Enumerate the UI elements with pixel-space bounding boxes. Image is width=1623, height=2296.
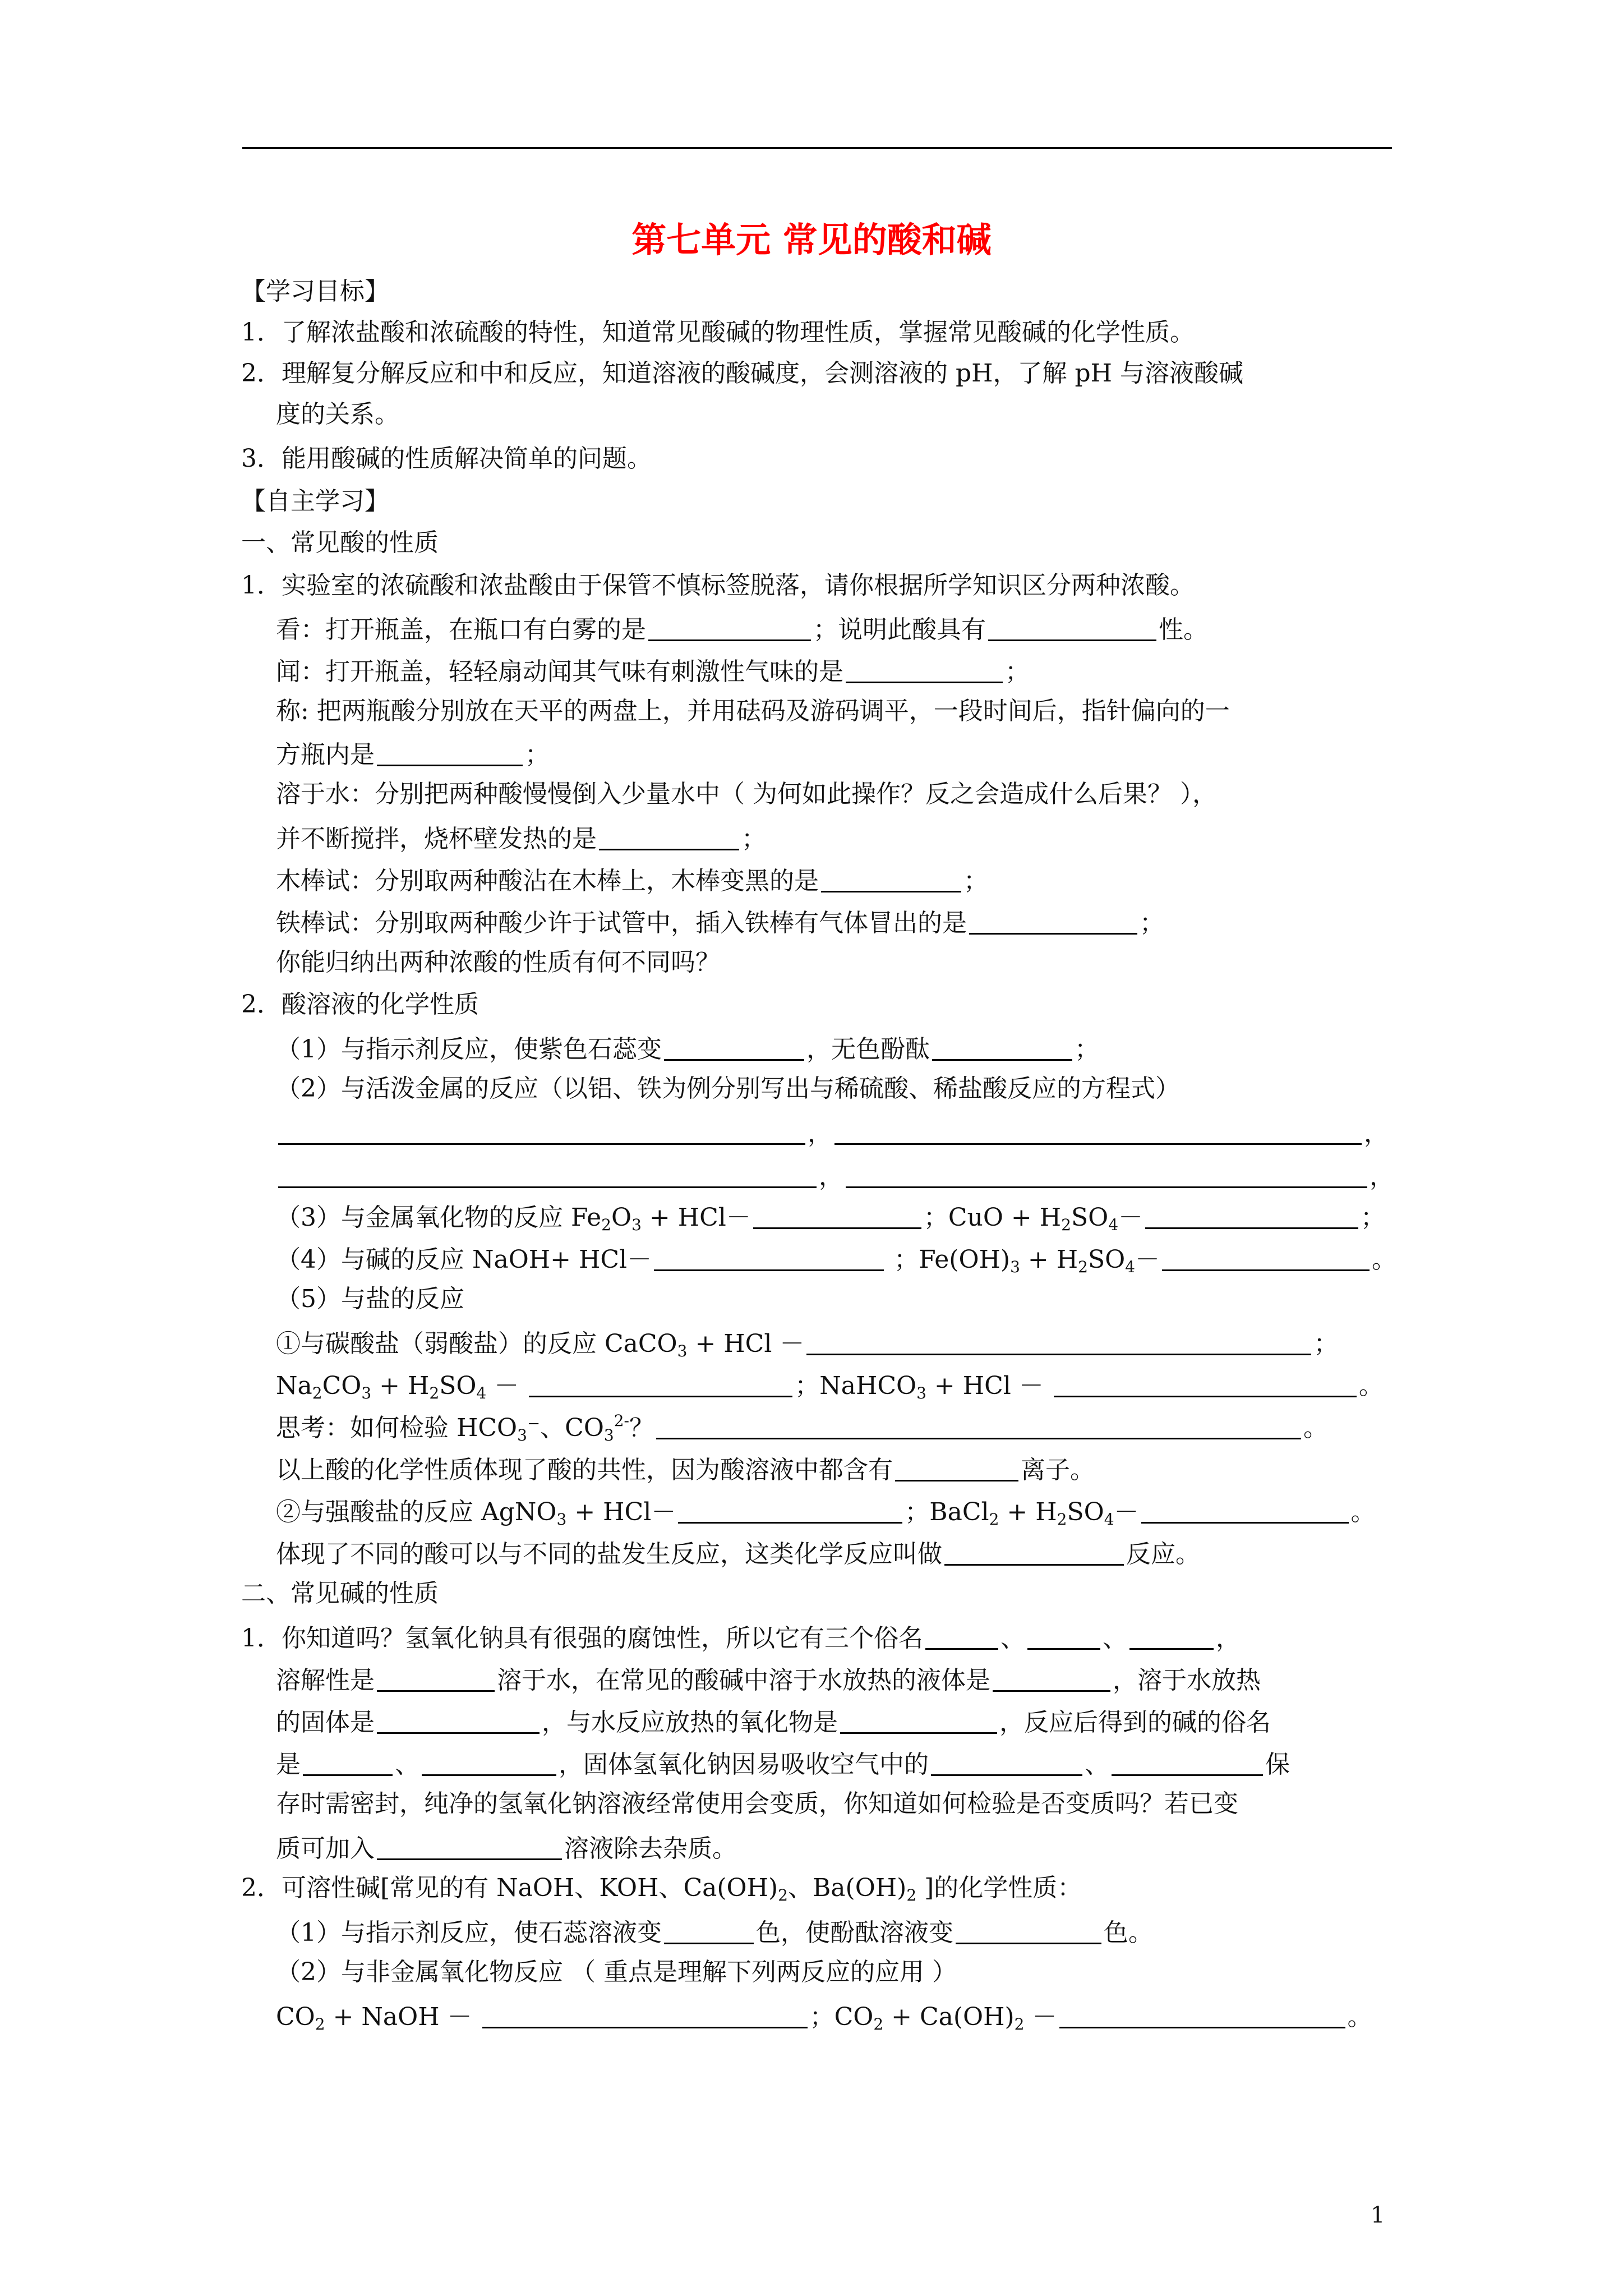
answer-blank[interactable] bbox=[846, 656, 1003, 683]
text-line bbox=[276, 1913, 1153, 1950]
text-run: ，无色酚酞 bbox=[806, 1035, 930, 1064]
subscript: 3 bbox=[1010, 1258, 1020, 1276]
text-line bbox=[276, 777, 1217, 811]
text-run: 你能归纳出两种浓酸的性质有何不同吗？ bbox=[276, 948, 720, 977]
text-line bbox=[276, 1703, 1271, 1740]
text-run: ；BaCl bbox=[905, 1498, 989, 1526]
text-run: 体现了不同的酸可以与不同的盐发生反应，这类化学反应叫做 bbox=[276, 1540, 942, 1568]
text-run: ， bbox=[808, 1119, 832, 1148]
text-run: 离子。 bbox=[1021, 1456, 1095, 1484]
subscript: 4 bbox=[1108, 1216, 1119, 1234]
text-line bbox=[276, 1072, 1180, 1106]
text-run: 并不断搅拌，烧杯壁发热的是 bbox=[276, 825, 597, 853]
answer-blank[interactable] bbox=[377, 1706, 540, 1734]
text-run: ； bbox=[1005, 657, 1030, 686]
text-run: 看：打开瓶盖，在瓶口有白雾的是 bbox=[276, 615, 646, 644]
text-run: ；CuO + H bbox=[923, 1203, 1062, 1232]
subscript: 2 bbox=[312, 1384, 322, 1402]
text-run: ⁻、CO bbox=[527, 1414, 604, 1442]
text-line bbox=[241, 988, 479, 1022]
subscript: 2 bbox=[778, 1886, 788, 1904]
answer-blank[interactable] bbox=[1059, 2001, 1345, 2028]
text-run: 色，使酚酞溶液变 bbox=[756, 1918, 953, 1947]
text-line bbox=[276, 820, 766, 856]
text-run: （5）与盐的反应 bbox=[276, 1285, 464, 1313]
text-run: 铁棒试：分别取两种酸少许于试管中，插入铁棒有气体冒出的是 bbox=[276, 909, 967, 937]
answer-blank[interactable] bbox=[656, 1412, 1301, 1439]
answer-blank[interactable] bbox=[1054, 1370, 1357, 1397]
subscript: 2 bbox=[906, 1886, 917, 1904]
text-run: CO bbox=[322, 1372, 362, 1400]
text-line bbox=[276, 1787, 1238, 1821]
text-line bbox=[276, 904, 1164, 940]
text-run: 质可加入 bbox=[276, 1834, 375, 1863]
text-run: 溶于水：分别把两种酸慢慢倒入少量水中（ 为何如此操作？反之会造成什么后果？ ）， bbox=[276, 780, 1217, 808]
text-run: ； bbox=[741, 825, 766, 853]
text-line bbox=[276, 694, 1230, 728]
text-run: ]的化学性质： bbox=[916, 1874, 1082, 1902]
text-line bbox=[241, 485, 389, 518]
text-run: ，固体氢氧化钠因易吸收空气中的 bbox=[559, 1750, 929, 1779]
text-run: 的固体是 bbox=[276, 1708, 375, 1737]
text-run: SO bbox=[1067, 1498, 1104, 1526]
subscript: 3 bbox=[631, 1216, 642, 1234]
text-run: － bbox=[1118, 1203, 1144, 1232]
answer-blank[interactable] bbox=[753, 1202, 921, 1229]
text-run: SO bbox=[1071, 1203, 1109, 1232]
subscript: 4 bbox=[1125, 1258, 1135, 1276]
text-run: + HCl － bbox=[926, 1372, 1052, 1400]
text-run: 。 bbox=[1347, 2003, 1372, 2031]
answer-blank[interactable] bbox=[1145, 1202, 1358, 1229]
text-line bbox=[276, 735, 550, 772]
text-run: 1．实验室的浓硫酸和浓盐酸由于保管不慎标签脱落，请你根据所学知识区分两种浓酸。 bbox=[241, 571, 1195, 600]
superscript: 2- bbox=[614, 1411, 630, 1430]
text-run: + HCl － bbox=[687, 1329, 805, 1358]
text-run: （2）与非金属氧化物反应 （ 重点是理解下列两反应的应用 ） bbox=[276, 1958, 957, 1986]
answer-blank[interactable] bbox=[993, 1664, 1110, 1692]
text-run: 溶解性是 bbox=[276, 1666, 375, 1695]
answer-blank[interactable] bbox=[278, 1161, 817, 1188]
text-run: ，与水反应放热的氧化物是 bbox=[542, 1708, 838, 1737]
text-run: － bbox=[486, 1372, 527, 1400]
text-line bbox=[276, 1998, 1372, 2034]
answer-blank[interactable] bbox=[648, 614, 811, 641]
text-line bbox=[276, 1493, 1376, 1529]
text-run: 2．可溶性碱[常见的有 NaOH、KOH、Ca(OH) bbox=[241, 1874, 778, 1902]
text-run: CO bbox=[276, 2003, 315, 2031]
subscript: 3 bbox=[677, 1342, 688, 1360]
text-run: 【自主学习】 bbox=[241, 487, 389, 516]
text-run: （3）与金属氧化物的反应 Fe bbox=[276, 1203, 602, 1232]
subscript: 3 bbox=[361, 1384, 372, 1402]
text-line bbox=[276, 1030, 1099, 1066]
text-run: 色。 bbox=[1104, 1918, 1153, 1947]
text-run: ；Fe(OH) bbox=[886, 1245, 1011, 1274]
text-run: （4）与碱的反应 NaOH+ HCl－ bbox=[276, 1245, 652, 1274]
text-run: ； bbox=[525, 740, 550, 769]
text-line bbox=[276, 1157, 1394, 1194]
subscript: 2 bbox=[1078, 1258, 1088, 1276]
text-run: ；CO bbox=[809, 2003, 874, 2031]
text-run: O bbox=[611, 1203, 632, 1232]
text-line bbox=[276, 652, 1030, 689]
answer-blank[interactable] bbox=[664, 1033, 804, 1061]
text-line bbox=[276, 610, 1208, 647]
text-run: 二、常见碱的性质 bbox=[241, 1579, 439, 1608]
subscript: 2 bbox=[429, 1384, 440, 1402]
text-line bbox=[276, 1955, 957, 1989]
text-run: 存时需密封，纯净的氢氧化钠溶液经常使用会变质，你知道如何检验是否变质吗？若已变 bbox=[276, 1789, 1238, 1818]
text-run: 称: 把两瓶酸分别放在天平的两盘上，并用砝码及游码调平，一段时间后，指针偏向的一 bbox=[276, 697, 1230, 725]
subscript: 3 bbox=[517, 1426, 527, 1444]
answer-blank[interactable] bbox=[1141, 1496, 1349, 1524]
answer-blank[interactable] bbox=[956, 1917, 1101, 1944]
text-run: 。 bbox=[1358, 1372, 1384, 1400]
text-run: ②与强酸盐的反应 AgNO bbox=[276, 1498, 557, 1526]
text-line bbox=[276, 1324, 1338, 1361]
text-run: 。 bbox=[1350, 1498, 1376, 1526]
subscript: 3 bbox=[603, 1426, 614, 1444]
header-rule bbox=[242, 147, 1392, 149]
text-line bbox=[241, 442, 652, 476]
answer-blank[interactable] bbox=[377, 1664, 495, 1692]
text-line bbox=[276, 1829, 737, 1866]
text-run: ； bbox=[1075, 1035, 1099, 1064]
text-run: + HCl－ bbox=[566, 1498, 676, 1526]
text-line bbox=[276, 1451, 1095, 1487]
text-run: 、 bbox=[1103, 1624, 1127, 1653]
text-run: － bbox=[1024, 2003, 1057, 2031]
page-title: 第七单元 常见的酸和碱 bbox=[631, 219, 992, 260]
text-run: 以上酸的化学性质体现了酸的共性，因为酸溶液中都含有 bbox=[276, 1456, 893, 1484]
answer-blank[interactable] bbox=[377, 1833, 562, 1860]
answer-blank[interactable] bbox=[932, 1033, 1072, 1061]
answer-blank[interactable] bbox=[925, 1622, 998, 1650]
subscript: 2 bbox=[989, 1510, 999, 1529]
text-run: ；说明此酸具有 bbox=[813, 615, 986, 644]
text-run: 度的关系。 bbox=[276, 400, 399, 429]
text-run: ； bbox=[1140, 909, 1164, 937]
subscript: 2 bbox=[601, 1216, 611, 1234]
text-run: 、Ba(OH) bbox=[787, 1874, 907, 1902]
answer-blank[interactable] bbox=[482, 2001, 808, 2028]
text-run: + Ca(OH) bbox=[883, 2003, 1015, 2031]
text-run: 一、常见酸的性质 bbox=[241, 528, 439, 557]
text-line bbox=[276, 398, 399, 431]
subscript: 2 bbox=[315, 2015, 325, 2033]
answer-blank[interactable] bbox=[1112, 1749, 1263, 1776]
text-run: ； bbox=[963, 867, 988, 895]
text-run: 。 bbox=[1303, 1414, 1329, 1442]
text-run: （2）与活泼金属的反应（以铝、铁为例分别写出与稀硫酸、稀盐酸反应的方程式） bbox=[276, 1074, 1180, 1103]
text-run: － bbox=[1135, 1245, 1160, 1274]
text-run: SO bbox=[1087, 1245, 1126, 1274]
answer-blank[interactable] bbox=[834, 1117, 1362, 1145]
text-line bbox=[276, 1114, 1389, 1151]
text-run: 反应。 bbox=[1126, 1540, 1200, 1568]
answer-blank[interactable] bbox=[1027, 1622, 1100, 1650]
answer-blank[interactable] bbox=[599, 823, 739, 850]
text-line bbox=[276, 1745, 1290, 1782]
subscript: 2 bbox=[873, 2015, 884, 2033]
text-run: 3．能用酸碱的性质解决简单的问题。 bbox=[241, 444, 652, 473]
subscript: 3 bbox=[916, 1384, 926, 1402]
text-run: 性。 bbox=[1159, 615, 1208, 644]
text-run: － bbox=[1114, 1498, 1139, 1526]
text-run: 思考：如何检验 HCO bbox=[276, 1414, 518, 1442]
text-run: ；NaHCO bbox=[795, 1372, 917, 1400]
answer-blank[interactable] bbox=[278, 1117, 805, 1145]
text-run: ①与碳酸盐（弱酸盐）的反应 CaCO bbox=[276, 1329, 677, 1358]
text-run: ； bbox=[1361, 1203, 1386, 1232]
answer-blank[interactable] bbox=[969, 907, 1137, 935]
subscript: 2 bbox=[1057, 1510, 1067, 1529]
answer-blank[interactable] bbox=[840, 1706, 997, 1734]
text-line bbox=[276, 1661, 1261, 1697]
text-run: + NaOH － bbox=[325, 2003, 480, 2031]
subscript: 2 bbox=[1061, 1216, 1071, 1234]
text-run: ， bbox=[1364, 1119, 1389, 1148]
answer-blank[interactable] bbox=[1162, 1244, 1370, 1271]
text-run: 是 bbox=[276, 1750, 301, 1779]
text-run: 溶于水，在常见的酸碱中溶于水放热的液体是 bbox=[497, 1666, 990, 1695]
subscript: 4 bbox=[1104, 1510, 1114, 1529]
text-line bbox=[241, 526, 439, 560]
text-run: （1）与指示剂反应，使紫色石蕊变 bbox=[276, 1035, 662, 1064]
text-run: 1．了解浓盐酸和浓硫酸的特性，知道常见酸碱的物理性质，掌握常见酸碱的化学性质。 bbox=[241, 318, 1195, 347]
page-number: 1 bbox=[1371, 2202, 1385, 2228]
text-run: ， bbox=[1370, 1162, 1394, 1191]
text-line bbox=[241, 1577, 439, 1611]
text-run: 溶液除去杂质。 bbox=[564, 1834, 737, 1863]
answer-blank[interactable] bbox=[895, 1454, 1018, 1481]
answer-blank[interactable] bbox=[377, 739, 523, 766]
text-line bbox=[241, 1871, 1082, 1905]
text-run: 【学习目标】 bbox=[241, 277, 389, 306]
text-line bbox=[276, 862, 988, 898]
text-run: 木棒试：分别取两种酸沾在木棒上，木棒变黑的是 bbox=[276, 867, 819, 895]
text-line bbox=[276, 1198, 1385, 1235]
text-run: + H bbox=[999, 1498, 1057, 1526]
answer-blank[interactable] bbox=[846, 1161, 1367, 1188]
text-run: 闻：打开瓶盖，轻轻扇动闻其气味有刺激性气味的是 bbox=[276, 657, 843, 686]
answer-blank[interactable] bbox=[422, 1749, 556, 1776]
text-line bbox=[276, 946, 720, 979]
text-run: 方瓶内是 bbox=[276, 740, 375, 769]
answer-blank[interactable] bbox=[988, 614, 1156, 641]
text-run: 、 bbox=[1085, 1750, 1109, 1779]
text-line bbox=[276, 1535, 1200, 1571]
text-run: 2．酸溶液的化学性质 bbox=[241, 990, 479, 1019]
subscript: 2 bbox=[1014, 2015, 1025, 2033]
answer-blank[interactable] bbox=[931, 1749, 1082, 1776]
text-run: ， bbox=[1216, 1624, 1241, 1653]
text-run: 、 bbox=[1000, 1624, 1025, 1653]
answer-blank[interactable] bbox=[678, 1496, 902, 1524]
text-run: 1．你知道吗？氢氧化钠具有很强的腐蚀性，所以它有三个俗名 bbox=[241, 1624, 923, 1653]
text-run: + HCl－ bbox=[641, 1203, 751, 1232]
text-line bbox=[241, 1619, 1241, 1655]
answer-blank[interactable] bbox=[944, 1538, 1124, 1566]
text-run: 2．理解复分解反应和中和反应，知道溶液的酸碱度，会测溶液的 pH，了解 pH 与溶液酸碱 bbox=[241, 359, 1244, 388]
answer-blank[interactable] bbox=[821, 865, 961, 892]
text-run: Na bbox=[276, 1372, 312, 1400]
text-run: ，反应后得到的碱的俗名 bbox=[999, 1708, 1271, 1737]
text-line bbox=[276, 1282, 464, 1316]
text-line bbox=[241, 275, 389, 309]
text-run: + H bbox=[371, 1372, 430, 1400]
text-line bbox=[241, 357, 1243, 390]
text-line bbox=[276, 1366, 1384, 1403]
answer-blank[interactable] bbox=[529, 1370, 792, 1397]
text-run: 保 bbox=[1265, 1750, 1290, 1779]
text-run: ； bbox=[1313, 1329, 1339, 1358]
text-run: SO bbox=[439, 1372, 477, 1400]
text-run: ？ bbox=[629, 1414, 654, 1442]
answer-blank[interactable] bbox=[303, 1749, 393, 1776]
answer-blank[interactable] bbox=[1129, 1622, 1214, 1650]
text-run: ，溶于水放热 bbox=[1113, 1666, 1261, 1695]
answer-blank[interactable] bbox=[664, 1917, 754, 1944]
answer-blank[interactable] bbox=[806, 1328, 1311, 1355]
subscript: 4 bbox=[476, 1384, 487, 1402]
text-run: ， bbox=[819, 1162, 843, 1191]
text-line bbox=[241, 569, 1195, 602]
text-run: + H bbox=[1020, 1245, 1078, 1274]
subscript: 3 bbox=[556, 1510, 567, 1529]
text-line bbox=[241, 316, 1195, 349]
text-run: 、 bbox=[395, 1750, 419, 1779]
text-line bbox=[276, 1409, 1328, 1445]
text-line bbox=[276, 1240, 1396, 1277]
text-run: （1）与指示剂反应，使石蕊溶液变 bbox=[276, 1918, 662, 1947]
answer-blank[interactable] bbox=[654, 1244, 884, 1271]
text-run: 。 bbox=[1371, 1245, 1396, 1274]
